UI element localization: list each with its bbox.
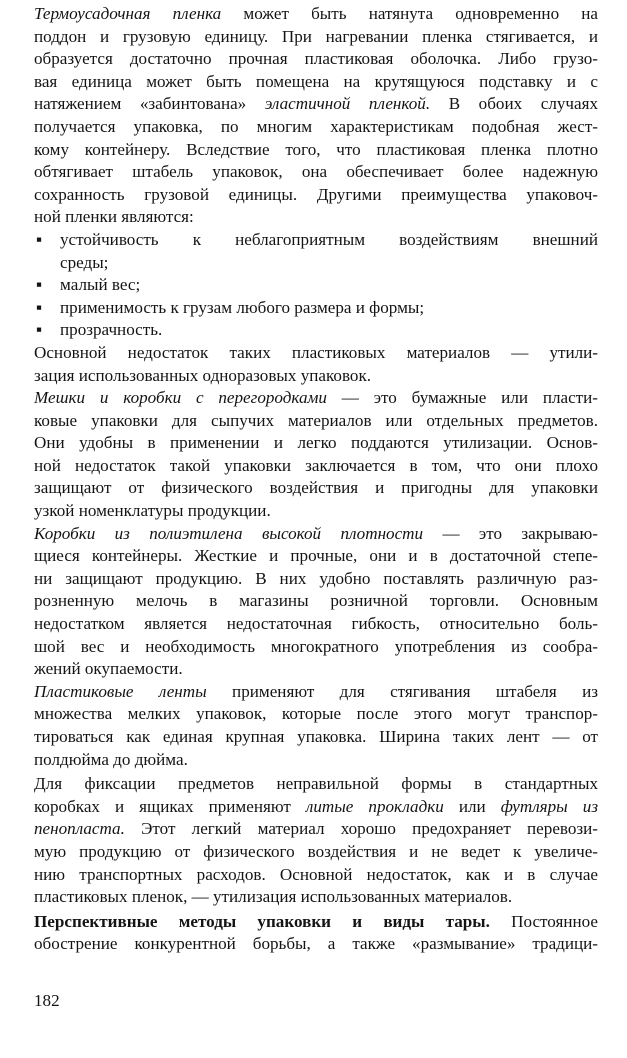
text-line: щиеся контейнеры. Жесткие и прочные, они и в достаточной степе- [34, 546, 598, 566]
text-line: натяжением «забинтована» эластичной пленкой. В обоих случаях [34, 94, 598, 114]
paragraph-hdpe-boxes [34, 523, 598, 681]
list-item: ▪ прозрачность. [34, 319, 598, 342]
text-line: сохранность грузовой единицы. Другими преимущества упаковоч- [34, 184, 598, 204]
bullet-square-icon: ▪ [36, 297, 43, 317]
term-bags-boxes: Мешки и коробки с перегородками [34, 388, 327, 408]
text-line: жений окупаемости. [34, 659, 183, 679]
text-line: пенопласта. Этот легкий материал хорошо предохраняет перевози- [34, 819, 598, 839]
text-line: недостатком является недостаточная гибкость, относительно боль- [34, 614, 598, 634]
text-line: мую продукцию от физического воздействия и не ведет к увеличе- [34, 841, 598, 861]
text-line: Основной недостаток таких пластиковых материалов — утили- [34, 342, 598, 362]
paragraph-foam-inserts [34, 773, 598, 909]
text-line: ной пленки являются: [34, 207, 194, 227]
list-item: ▪ устойчивость к неблагоприятным воздействиям внешний среды; [36, 229, 598, 272]
bullet-square-icon: ▪ [36, 320, 43, 340]
paragraph-perspective-methods [34, 911, 598, 956]
text-line: нию транспортных расходов. Основной недостаток, как и в случае [34, 864, 598, 884]
text-line: поддон и грузовую единицу. При нагревании пленка стягивается, и [34, 26, 598, 46]
text-line: кому контейнеру. Вследствие того, что пластиковая пленка плотно [34, 139, 598, 159]
text-line: Термоусадочная пленка может быть натянута одновременно на [34, 4, 599, 23]
text-line: шой вес и необходимость многократного употребления из сообра- [34, 636, 598, 656]
term-molded-inserts: литые прокладки [305, 796, 444, 816]
term-foam-cases: футляры из [500, 796, 598, 816]
paragraph-bags-boxes [34, 387, 598, 523]
term-plastic-tapes: Пластиковые ленты [34, 681, 207, 701]
text-line: Перспективные методы упаковки и виды тары. Постоянное [34, 911, 598, 931]
text-line: ни защищают продукцию. В них удобно поставлять различную раз- [34, 568, 598, 588]
text-line: зация использованных одноразовых упаковок. [34, 365, 372, 385]
list-item: ▪ малый вес; [34, 274, 598, 297]
paragraph-shrink-film [34, 3, 598, 229]
list-item: ▪ применимость к грузам любого размера и формы; [34, 297, 598, 320]
text-line: ковые упаковки для сыпучих материалов или отдельных предметов. [34, 410, 598, 430]
text-line: множества мелких упаковок, которые после этого могут транспор- [34, 704, 598, 724]
term-hdpe-boxes: Коробки из полиэтилена высокой плотности [34, 523, 424, 543]
text-line: вая единица может быть помещена на крутящуюся подставку и с [34, 71, 598, 91]
term-foam: пенопласта. [34, 819, 125, 839]
term-shrink-film: Термоусадочная пленка [34, 4, 222, 23]
text-line: тироваться как единая крупная упаковка. Ширина таких лент — от [34, 727, 598, 746]
text-line: полдюйма до дюйма. [34, 749, 188, 769]
text-line: ной недостаток такой упаковки заключается в том, что они плохо [34, 455, 598, 475]
term-elastic-film: эластичной пленкой. [264, 94, 431, 114]
bullet-square-icon: ▪ [36, 229, 43, 249]
text-line: получается упаковка, по многим характеристикам подобная жест- [34, 116, 598, 136]
text-line: образуется достаточно прочная пластиковая оболочка. Либо грузо- [34, 49, 598, 69]
text-line: Коробки из полиэтилена высокой плотности — это закрываю- [34, 523, 598, 543]
page-number: 182 [34, 991, 60, 1010]
text-line: пластиковых пленок, — утилизация использованных материалов. [34, 887, 513, 907]
advantages-list [34, 229, 598, 342]
text-line: Для фиксации предметов неправильной формы в стандартных [34, 774, 598, 794]
text-line: Мешки и коробки с перегородками — это бумажные или пласти- [34, 388, 598, 408]
text-line: защищают от физического воздействия и пригодны для упаковки [34, 478, 598, 498]
bullet-square-icon: ▪ [36, 275, 43, 295]
text-line: Пластиковые ленты применяют для стягивания штабеля из [34, 681, 598, 701]
text-line: Они удобны в применении и легко поддаются утилизации. Основ- [34, 433, 598, 453]
page-body [34, 3, 598, 956]
section-heading: Перспективные методы упаковки и виды тары. [34, 911, 490, 931]
text-line: обострение конкурентной борьбы, а также «размывание» традици- [34, 934, 598, 954]
text-line: узкой номенклатуры продукции. [34, 501, 271, 521]
text-line: коробках и ящиках применяют литые прокладки или футляры из [34, 796, 598, 816]
paragraph-disposal [34, 342, 598, 387]
text-line: розненную мелочь в магазины розничной торговли. Основным [34, 591, 598, 611]
paragraph-plastic-tapes [34, 681, 598, 771]
text-line: обтягивает штабель упаковок, она обеспечивает более надежную [34, 162, 598, 182]
